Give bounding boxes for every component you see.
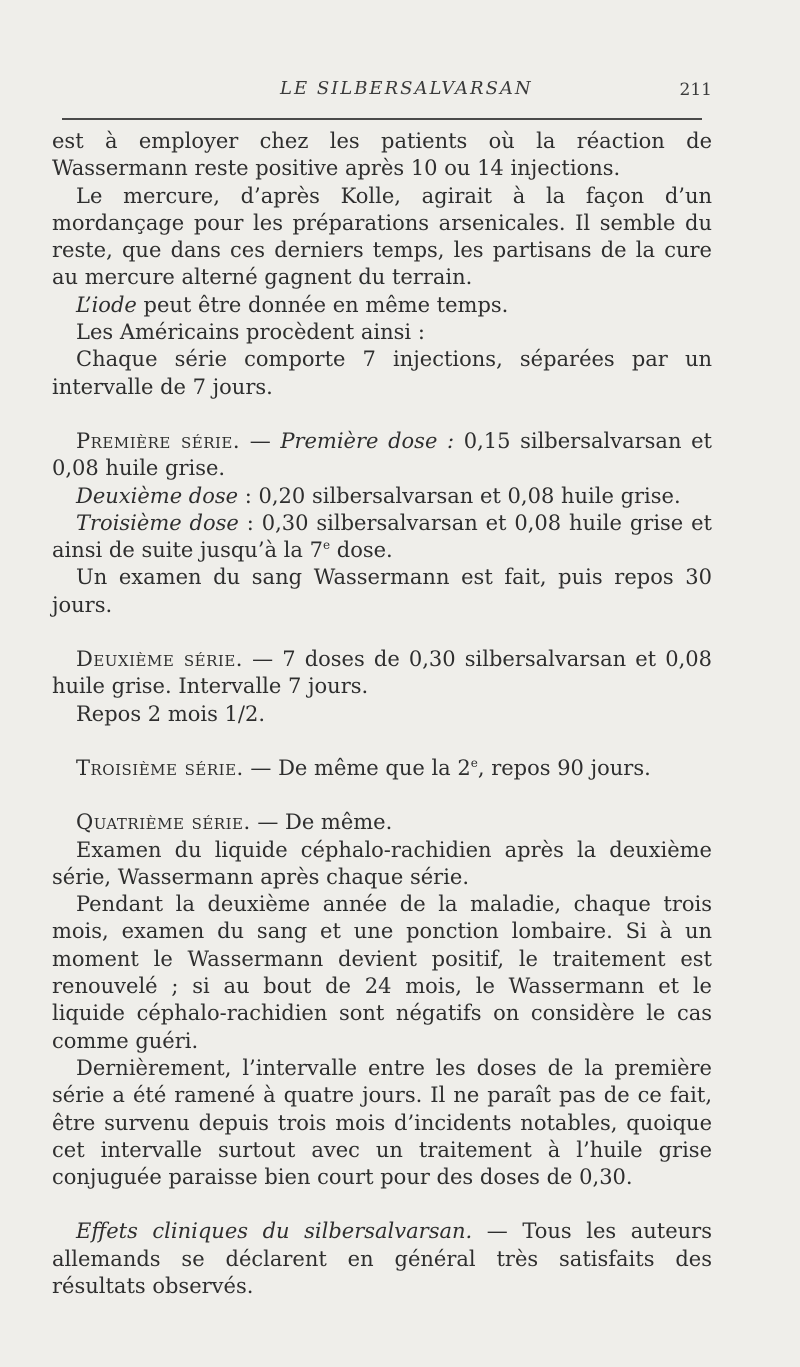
- troisieme-serie-label: Troisième série.: [76, 755, 244, 780]
- quatrieme-serie: [52, 809, 712, 836]
- paragraph-americains: Les Américains procèdent ainsi :: [76, 320, 425, 345]
- troisieme-dose-text-end: dose.: [330, 538, 393, 563]
- quatrieme-serie-text: — De même.: [250, 810, 393, 835]
- spacer: [52, 728, 712, 755]
- spacer: [52, 782, 712, 809]
- deuxieme-dose-text: : 0,20 silbersalvarsan et 0,08 huile grise.: [238, 483, 681, 508]
- troisieme-dose-sup: e: [322, 538, 331, 553]
- troisieme-serie-text: — De même que la 2: [243, 755, 471, 780]
- iode-text: peut être donnée en même temps.: [136, 292, 509, 317]
- deuxieme-dose-label: Deuxième dose: [76, 483, 239, 508]
- quatrieme-serie-label: Quatrième série.: [76, 810, 251, 835]
- spacer: [52, 1191, 712, 1218]
- premiere-dose-text: 0,15 silbersalvarsan et 0,08 huile grise.: [52, 428, 712, 481]
- deuxieme-serie: [52, 646, 712, 701]
- effets-cliniques-heading: Effets cliniques du silbersalvarsan.: [76, 1219, 473, 1244]
- deuxieme-dose: [52, 483, 712, 510]
- body-text: [52, 128, 712, 1300]
- iode-term: L’iode: [76, 292, 137, 317]
- paragraph-effets-cliniques: [52, 1218, 712, 1300]
- page-number: 211: [679, 80, 712, 100]
- header-rule: [62, 118, 702, 120]
- spacer: [52, 401, 712, 428]
- troisieme-dose: [52, 510, 712, 565]
- premiere-serie: [52, 428, 712, 483]
- premiere-serie-dash: —: [240, 428, 281, 453]
- paragraph-iode: [52, 292, 712, 319]
- paragraph-chaque-serie: Chaque série comporte 7 injections, séparées par un intervalle de 7 jours.: [52, 347, 712, 399]
- examen-sang: Un examen du sang Wassermann est fait, puis repos 30 jours.: [52, 565, 712, 617]
- troisieme-dose-label: Troisième dose: [76, 510, 239, 535]
- troisieme-dose-text: : 0,30 silbersalvarsan et 0,08 huile grise et ainsi de suite jusqu’à la 7: [52, 510, 712, 563]
- deuxieme-serie-label: Deuxième série.: [76, 647, 243, 672]
- spacer: [52, 619, 712, 646]
- effets-cliniques-text: — Tous les auteurs allemands se déclarent en général très satisfaits des résultats observés.: [52, 1219, 712, 1298]
- deuxieme-serie-text: — 7 doses de 0,30 silbersalvarsan et 0,08 huile grise. Intervalle 7 jours.: [52, 647, 712, 699]
- page-header: [52, 78, 712, 108]
- paragraph-dernierement: Dernièrement, l’intervalle entre les doses de la première série a été ramené à quatre jours. Il ne paraît pas de ce fait, être survenu depuis trois mois d’incidents notables, quoique cet intervalle surtout avec un traitement à l’huile grise conjuguée paraisse bien court pour des doses de 0,30.: [52, 1055, 712, 1190]
- paragraph-examen-liquide: Examen du liquide céphalo-rachidien après la deuxième série, Wassermann après chaque série.: [52, 837, 712, 889]
- troisieme-serie-sup: e: [470, 755, 478, 770]
- troisieme-serie-text-end: , repos 90 jours.: [477, 755, 651, 780]
- repos-deux-mois: Repos 2 mois 1/2.: [76, 701, 266, 726]
- paragraph-mercure: Le mercure, d’après Kolle, agirait à la façon d’un mordançage pour les préparations arsenicales. Il semble du reste, que dans ces derniers temps, les partisans de la cure au mercure alterné gagnent du terrain.: [52, 183, 712, 290]
- paragraph-continuation: est à employer chez les patients où la réaction de Wassermann reste positive après 10 ou 14 injections.: [52, 129, 712, 181]
- premiere-serie-label: Première série.: [76, 428, 241, 453]
- premiere-dose-label: Première dose :: [280, 428, 455, 453]
- paragraph-deuxieme-annee: Pendant la deuxième année de la maladie, chaque trois mois, examen du sang et une ponction lombaire. Si à un moment le Wassermann devient positif, le traitement est renouvelé ; si au bout de 24 mois, le Wassermann et le liquide céphalo-rachidien sont négatifs on considère le cas comme guéri.: [52, 892, 712, 1053]
- troisieme-serie: [52, 755, 712, 782]
- running-title: LE SILBERSALVARSAN: [280, 78, 533, 99]
